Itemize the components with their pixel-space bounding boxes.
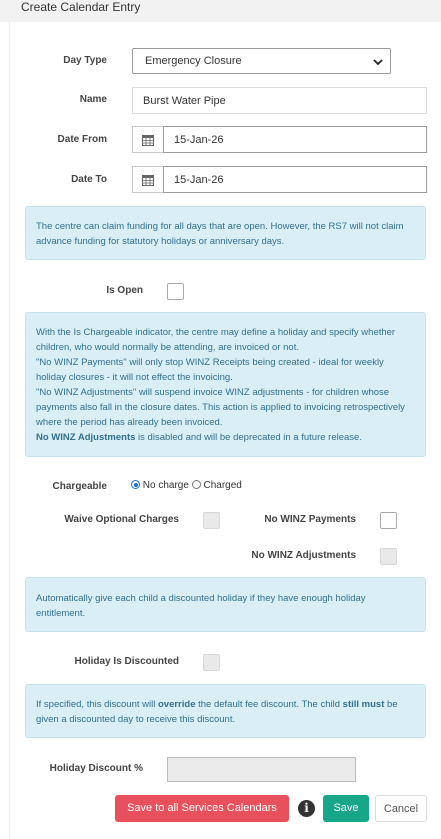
override-info-bold-1: override [157,699,196,710]
date-to-group [132,166,427,193]
is-open-label: Is Open [106,285,143,296]
holiday-discount-label: Holiday Discount % [49,763,143,774]
name-label: Name [79,94,107,105]
name-value: Burst Water Pipe [143,95,226,107]
day-type-label: Day Type [63,55,107,66]
chargeable-info-bold: No WINZ Adjustments [36,432,136,443]
save-to-all-calendars-button[interactable]: Save to all Services Calendars [115,795,289,822]
discount-info-text: Automatically give each child a discounted holiday if they have enough holiday entitlement. [36,593,366,619]
override-info-part-1: If specified, this discount will [36,699,158,710]
override-info-part-3: be given a discounted day to receive this discount. [36,699,398,725]
date-from-value: 15-Jan-26 [174,134,224,146]
waive-optional-charges-label: Waive Optional Charges [64,514,179,525]
override-info-bold-2: still must [342,699,385,710]
date-to-value: 15-Jan-26 [174,174,224,186]
holiday-is-discounted-label: Holiday Is Discounted [74,656,179,667]
save-button[interactable]: Save [323,795,369,822]
name-input[interactable] [132,87,427,114]
calendar-icon [142,134,154,146]
waive-optional-charges-checkbox[interactable] [203,512,220,529]
date-to-label: Date To [71,174,107,185]
holiday-discount-input[interactable] [167,757,356,782]
no-winz-payments-label: No WINZ Payments [264,514,356,525]
date-from-input[interactable] [163,126,427,153]
funding-info-alert [25,206,426,260]
cancel-button[interactable]: Cancel [375,795,427,822]
is-open-checkbox[interactable] [167,283,184,300]
chargeable-info-line-2: "No WINZ Payments" will only stop WINZ Receipts being created - ideal for weekly holiday closures - it will not effect the invoicing. [36,357,384,383]
calendar-icon [142,174,154,186]
holiday-is-discounted-checkbox[interactable] [203,654,220,671]
funding-info-text: The centre can claim funding for all days that are open. However, the RS7 will not claim advance funding for statutory holidays or anniversary days. [36,221,404,247]
date-from-picker-button[interactable] [132,126,163,153]
no-winz-payments-checkbox[interactable] [380,512,397,529]
no-winz-adjustments-label: No WINZ Adjustments [251,550,356,561]
date-to-picker-button[interactable] [132,166,163,193]
radio-charged[interactable] [192,480,201,489]
info-icon[interactable]: i [298,800,315,817]
chargeable-info-line-4-rest: is disabled and will be deprecated in a future release. [135,432,362,443]
date-to-input[interactable] [163,166,427,193]
override-info-part-2: the default fee discount. The child [195,699,343,710]
chargeable-info-line-3: "No WINZ Adjustments" will suspend invoice WINZ adjustments - for children whose payments also fall in the closure dates. This action is applied to invoicing retrospectively where the period has already been invoiced. [36,387,405,428]
chargeable-info-alert [25,312,426,457]
chargeable-radio-group [131,480,242,491]
discount-info-alert [25,577,426,632]
radio-no-charge-label: No charge [142,480,189,491]
override-info-alert [25,684,426,738]
dialog-title: Create Calendar Entry [21,0,141,14]
date-from-label: Date From [57,134,107,145]
chargeable-label: Chargeable [52,481,107,492]
radio-charged-label: Charged [203,480,242,491]
day-type-value: Emergency Closure [145,55,242,67]
radio-no-charge[interactable] [131,480,140,489]
no-winz-adjustments-checkbox[interactable] [380,548,397,565]
override-info-text [36,697,415,727]
day-type-select[interactable] [132,48,391,74]
chargeable-info-line-1: With the Is Chargeable indicator, the centre may define a holiday and specify whether children, who would normally be attending, are invoiced or not. [36,327,396,353]
date-from-group [132,126,427,153]
chevron-down-icon [372,57,384,67]
chargeable-info-line-4 [36,430,415,445]
